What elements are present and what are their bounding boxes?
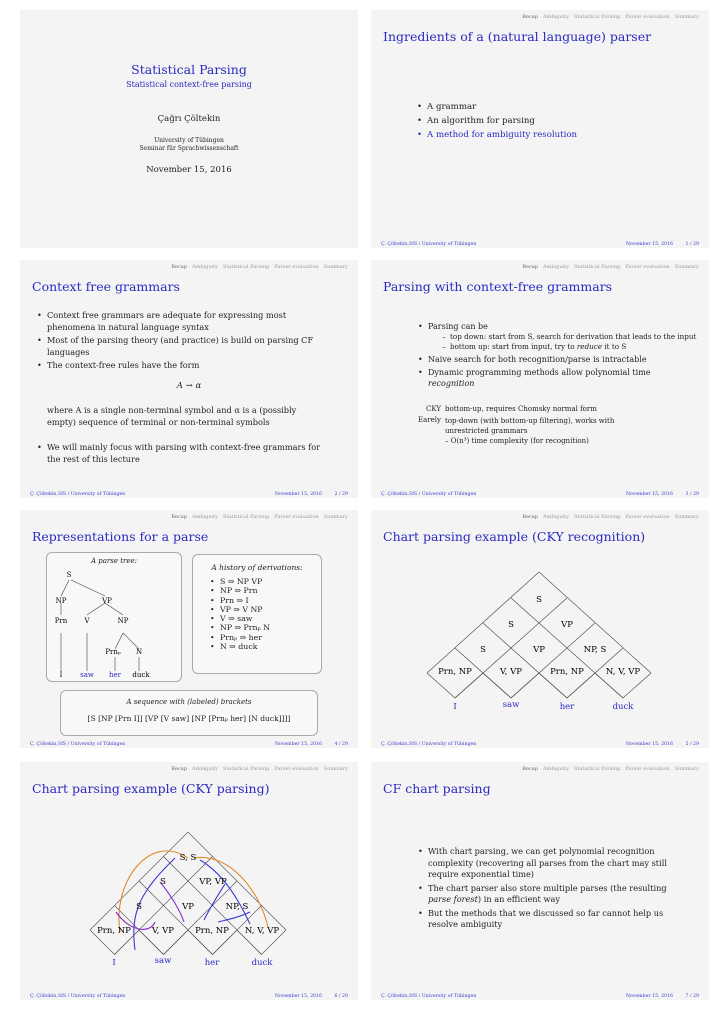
slide-title-institution-1: University of Tübingen (154, 137, 224, 144)
tree-node-np2: NP (117, 617, 129, 625)
earley-label: Earely (418, 416, 441, 424)
nav-bar: Recap Ambiguity Statistical Parsing Parser evaluation Summary (171, 514, 348, 520)
earley-text: top-down (with bottom-up filtering), works with unrestricted grammars (445, 417, 615, 435)
parse-tree-box (46, 552, 182, 682)
slide-heading: Parsing with context-free grammars (383, 279, 613, 294)
slide-heading: CF chart parsing (383, 781, 491, 796)
nav-bar: Recap Ambiguity Statistical Parsing Parser evaluation Summary (522, 14, 699, 20)
cfg-explanation: where A is a single non-terminal symbol and α is a (possibly empty) sequence of terminal or non-terminal symbols (47, 405, 297, 427)
list-item: • With chart parsing, we can get polynomial recognition complexity (recovering all parses from the chart may still require exponential time) (417, 846, 687, 881)
tree-word-3: her (109, 671, 121, 679)
list-item: • Dynamic programming methods allow polynomial time recognition (417, 367, 697, 389)
cky-label: CKY (425, 405, 441, 413)
slide-cf-chart: Recap Ambiguity Statistical Parsing Parser evaluation Summary CF chart parsing • With chart parsing, we can get polynomial recognition complexity (recovering all parses from the chart may still require exponential time) • The chart parser also store multiple parses (the resulting parse forest) in an efficient way • But the methods that we discussed so far cannot help us resolve ambiguity Ç. Çöltekin, SfS / University of Tübingen November 15, 2016 7 / 29 (371, 762, 709, 1000)
chart-word-4: duck (251, 958, 273, 968)
list-item: • The chart parser also store multiple parses (the resulting parse forest) in an efficient way (417, 883, 687, 906)
cky-parse-chart (20, 762, 358, 1000)
cky-text: bottom-up, requires Chomsky normal form (445, 405, 597, 413)
chart-cell-3-3: Prn, NP (195, 926, 229, 936)
nav-bar: Recap Ambiguity Statistical Parsing Parser evaluation Summary (522, 514, 699, 520)
slide-cfg: Recap Ambiguity Statistical Parsing Parser evaluation Summary Context free grammars • Context free grammars are adequate for expressing most phenomena in natural language syntax • Most of the parsing theory (and practice) is build on parsing CF languages • The context-free rules have the form A → α where A is a single non-terminal symbol and α is a (possibly empty) sequence of terminal or non-terminal symbols • We will mainly focus with parsing with context-free grammars for the rest of this lecture Ç. Çöltekin, SfS / University of Tübingen November 15, 2016 2 / 29 (20, 260, 358, 498)
chart-cell-2-4: VP (561, 620, 573, 630)
history-label: A history of derivations: (211, 563, 303, 572)
slide-heading: Context free grammars (32, 279, 180, 294)
list-item: • VP ⇒ V NP (209, 605, 270, 614)
bracket-text: [S [NP [Prn I]] [VP [V saw] [NP [Prnₚ her] [N duck]]]] (87, 714, 291, 723)
derivation-box (192, 554, 322, 674)
list-item: • Context free grammars are adequate for expressing most phenomena in natural language syntax (36, 310, 326, 333)
list-item: • Naive search for both recognition/parse is intractable (417, 354, 697, 365)
chart-cell-4-4: N, V, VP (244, 926, 280, 936)
chart-cell-2-3: VP (182, 902, 194, 912)
cfg-list (36, 310, 326, 374)
chart-word-1: I (453, 702, 457, 712)
chart-cell-1-1: Prn, NP (97, 926, 131, 936)
cky-chart (371, 510, 709, 748)
cfg-formula: A → α (176, 381, 202, 391)
list-item: • A method for ambiguity resolution (416, 129, 577, 141)
ingredients-list (416, 101, 577, 143)
sub-list (428, 332, 697, 352)
nav-bar: Recap Ambiguity Statistical Parsing Parser evaluation Summary (522, 766, 699, 772)
nav-bar: Recap Ambiguity Statistical Parsing Parser evaluation Summary (171, 264, 348, 270)
slide-title-author: Çağrı Çöltekin (157, 114, 221, 124)
tree-node-vp: VP (102, 597, 112, 605)
slide-heading: Chart parsing example (CKY parsing) (32, 781, 270, 796)
list-item: • S ⇒ NP VP (209, 577, 270, 586)
bracket-box (60, 690, 318, 736)
chart-cell-1-3: S (160, 877, 166, 887)
complexity-item: – O(n³) time complexity (for recognition) (445, 437, 589, 445)
list-item: • We will mainly focus with parsing with context-free grammars for the rest of this lecture (36, 442, 326, 465)
slide-cky-recognition: Recap Ambiguity Statistical Parsing Parser evaluation Summary Chart parsing example (CKY recognition) S S VP S VP NP, S Prn, NP V, VP Prn, NP N, V, VP I saw her duck Ç. Çöltekin, SfS / University of Tübingen November 15, 2016 5 / 29 (371, 510, 709, 748)
slide-heading: Ingredients of a (natural language) parser (383, 29, 652, 44)
list-item: • A grammar (416, 101, 577, 113)
slide-heading: Chart parsing example (CKY recognition) (383, 529, 646, 544)
tree-node-s: S (66, 571, 72, 579)
list-item: • NP ⇒ Prnₚ N (209, 623, 270, 632)
list-item: • But the methods that we discussed so far cannot help us resolve ambiguity (417, 908, 687, 931)
chart-word-3: her (559, 702, 575, 712)
slide-parsing: Recap Ambiguity Statistical Parsing Parser evaluation Summary Parsing with context-free grammars • Parsing can be – top down: start from S, search for derivation that leads to the input – bottom up: start from input, try to reduce it to S • Naive search for both recognition/parse is intractable • Dynamic programming methods allow polynomial time recognition CKY bottom-up, requires Chomsky normal form Earely top-down (with bottom-up filtering), works with unrestricted grammars – O(n³) time complexity (for recognition) Ç. Çöltekin, SfS / University of Tübingen November 15, 2016 3 / 29 (371, 260, 709, 498)
tree-node-np: NP (55, 597, 67, 605)
chart-cell-1-4: S (536, 595, 542, 605)
list-item: • N ⇒ duck (209, 642, 270, 651)
parsing-list (417, 321, 697, 391)
list-item: • Most of the parsing theory (and practice) is build on parsing CF languages (36, 335, 326, 358)
chart-cell-2-2: V, VP (500, 667, 522, 677)
chart-cell-2-3: VP (533, 645, 545, 655)
list-item: • Parsing can be – top down: start from S, search for derivation that leads to the input – bottom up: start from input, try to reduce it to S (417, 321, 697, 352)
chart-word-3: her (204, 958, 220, 968)
list-item: • An algorithm for parsing (416, 115, 577, 127)
chart-cell-3-4: NP, S (583, 645, 607, 655)
tree-node-prnp: Prnₚ (105, 648, 121, 656)
tree-word-4: duck (132, 671, 150, 679)
tree-label: A parse tree: (90, 557, 138, 565)
nav-bar: Recap Ambiguity Statistical Parsing Parser evaluation Summary (171, 766, 348, 772)
chart-cell-1-2: S (480, 645, 486, 655)
slide-title-subtitle: Statistical context-free parsing (126, 80, 252, 89)
list-item: • V ⇒ saw (209, 614, 270, 623)
chart-word-4: duck (612, 702, 634, 712)
slide-ingredients: Recap Ambiguity Statistical Parsing Parser evaluation Summary Ingredients of a (natural language) parser • A grammar • An algorithm for parsing • A method for ambiguity resolution Ç. Çöltekin, SfS / University of Tübingen November 15, 2016 1 / 29 (371, 10, 709, 248)
tree-word-2: saw (80, 671, 94, 679)
chart-cell-1-2: S (136, 902, 142, 912)
slide-heading: Representations for a parse (32, 529, 209, 544)
list-item: • The context-free rules have the form (36, 360, 326, 372)
chart-cell-1-3: S (508, 620, 514, 630)
list-item: • NP ⇒ Prn (209, 586, 270, 595)
chart-cell-3-4: NP, S (225, 902, 249, 912)
chart-cell-2-2: V, VP (152, 926, 174, 936)
slide-title-date: November 15, 2016 (146, 165, 232, 175)
list-item: • Prnₚ ⇒ her (209, 633, 270, 642)
slide-title (20, 10, 358, 248)
slide-cky-parsing: Recap Ambiguity Statistical Parsing Parser evaluation Summary Chart parsing example (CKY parsing) S, S S VP, VP S VP NP, S Prn, NP V, VP Prn, NP N, V, VP I saw her duck Ç. Çöltekin, SfS / University of Tübingen November 15, 2016 6 / 29 (20, 762, 358, 1000)
chart-cell-4-4: N, V, VP (605, 667, 641, 677)
parse-tree (47, 553, 181, 681)
chart-cell-2-4: VP, VP (199, 877, 227, 887)
sub-item: – bottom up: start from input, try to reduce it to S (442, 342, 697, 352)
chart-word-2: saw (502, 700, 520, 710)
nav-bar: Recap Ambiguity Statistical Parsing Parser evaluation Summary (522, 264, 699, 270)
cf-chart-list (417, 846, 687, 933)
slide-title-institution-2: Seminar für Sprachwissenschaft (139, 145, 239, 152)
tree-node-v: V (84, 617, 90, 625)
chart-cell-1-4: S, S (179, 853, 197, 863)
cfg-list-2 (36, 442, 326, 467)
chart-word-1: I (112, 958, 116, 968)
slide-representations: Recap Ambiguity Statistical Parsing Parser evaluation Summary Representations for a parse A parse tree: S NP VP Prn V NP Prnₚ N I saw her duck A history of derivations: • S ⇒ NP VP • NP ⇒ Prn • Prn ⇒ I • VP ⇒ V NP • V ⇒ saw • NP ⇒ Prnₚ N • Prnₚ ⇒ her • N ⇒ duck A sequence with (labeled) brackets [S [NP [Prn I]] [VP [V saw] [NP [Prnₚ her] [N duck]]]] Ç. Çöltekin, SfS / University of Tübingen November 15, 2016 4 / 29 (20, 510, 358, 748)
tree-word-1: I (59, 671, 63, 679)
chart-word-2: saw (154, 956, 172, 966)
bracket-label: A sequence with (labeled) brackets (126, 698, 252, 706)
chart-cell-3-3: Prn, NP (550, 667, 584, 677)
derivation-list (209, 577, 270, 651)
slide-title-heading: Statistical Parsing (131, 62, 247, 77)
sub-item: – top down: start from S, search for derivation that leads to the input (442, 332, 697, 342)
tree-node-prn: Prn (54, 617, 68, 625)
list-item: • Prn ⇒ I (209, 596, 270, 605)
chart-cell-1-1: Prn, NP (438, 667, 472, 677)
tree-node-n: N (135, 648, 143, 656)
